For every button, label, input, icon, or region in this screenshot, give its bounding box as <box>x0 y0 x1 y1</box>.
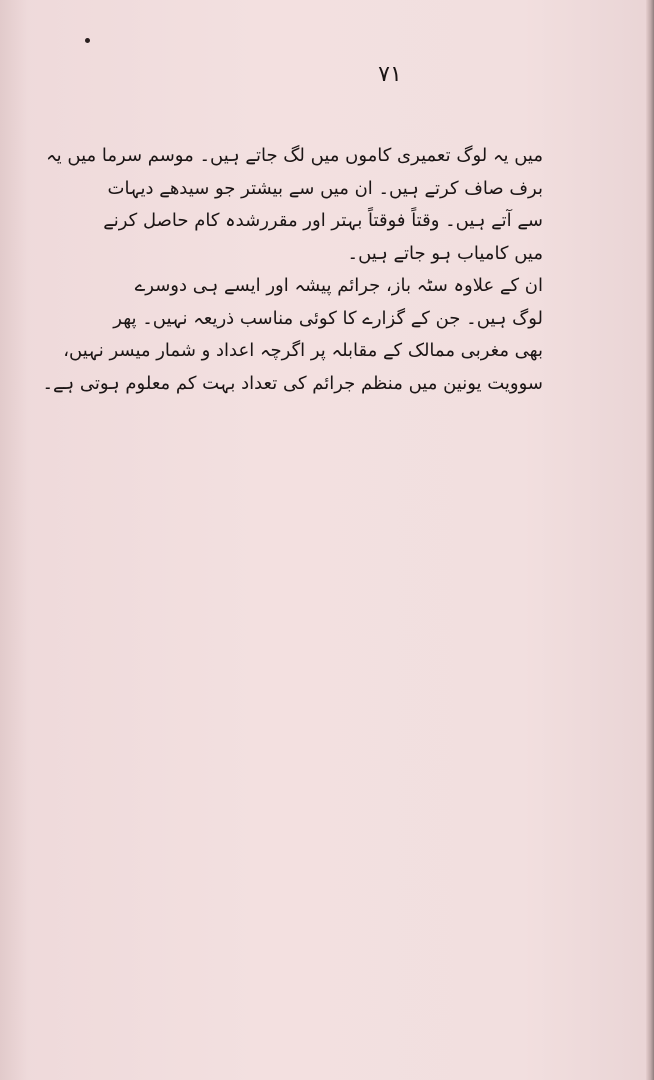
page-edge <box>646 0 654 1080</box>
text-line: برف صاف کرتے ہیں۔ ان میں سے بیشتر جو سیدھے دیہات <box>107 177 543 199</box>
page-gutter-shadow <box>0 0 28 1080</box>
text-line: لوگ ہیں۔ جن کے گزارے کا کوئی مناسب ذریعہ نہیں۔ پھر <box>113 307 543 329</box>
text-line: ان کے علاوہ سٹہ باز، جرائم پیشہ اور ایسے ہی دوسرے <box>134 275 543 296</box>
text-line: میں کامیاب ہو جاتے ہیں۔ <box>347 242 543 264</box>
text-line: سے آتے ہیں۔ وقتاً فوقتاً بہتر اور مقررشدہ کام حاصل کرنے <box>103 210 543 231</box>
text-line: سوویت یونین میں منظم جرائم کی تعداد بہت کم معلوم ہوتی ہے۔ <box>42 372 543 394</box>
ink-dot <box>85 38 90 43</box>
text-line: بھی مغربی ممالک کے مقابلہ پر اگرچہ اعداد و شمار میسر نہیں، <box>63 340 543 361</box>
body-text <box>42 140 543 400</box>
text-line: میں یہ لوگ تعمیری کاموں میں لگ جاتے ہیں۔ موسم سرما میں یہ <box>46 145 543 166</box>
page-number: ۷۱ <box>378 62 402 87</box>
